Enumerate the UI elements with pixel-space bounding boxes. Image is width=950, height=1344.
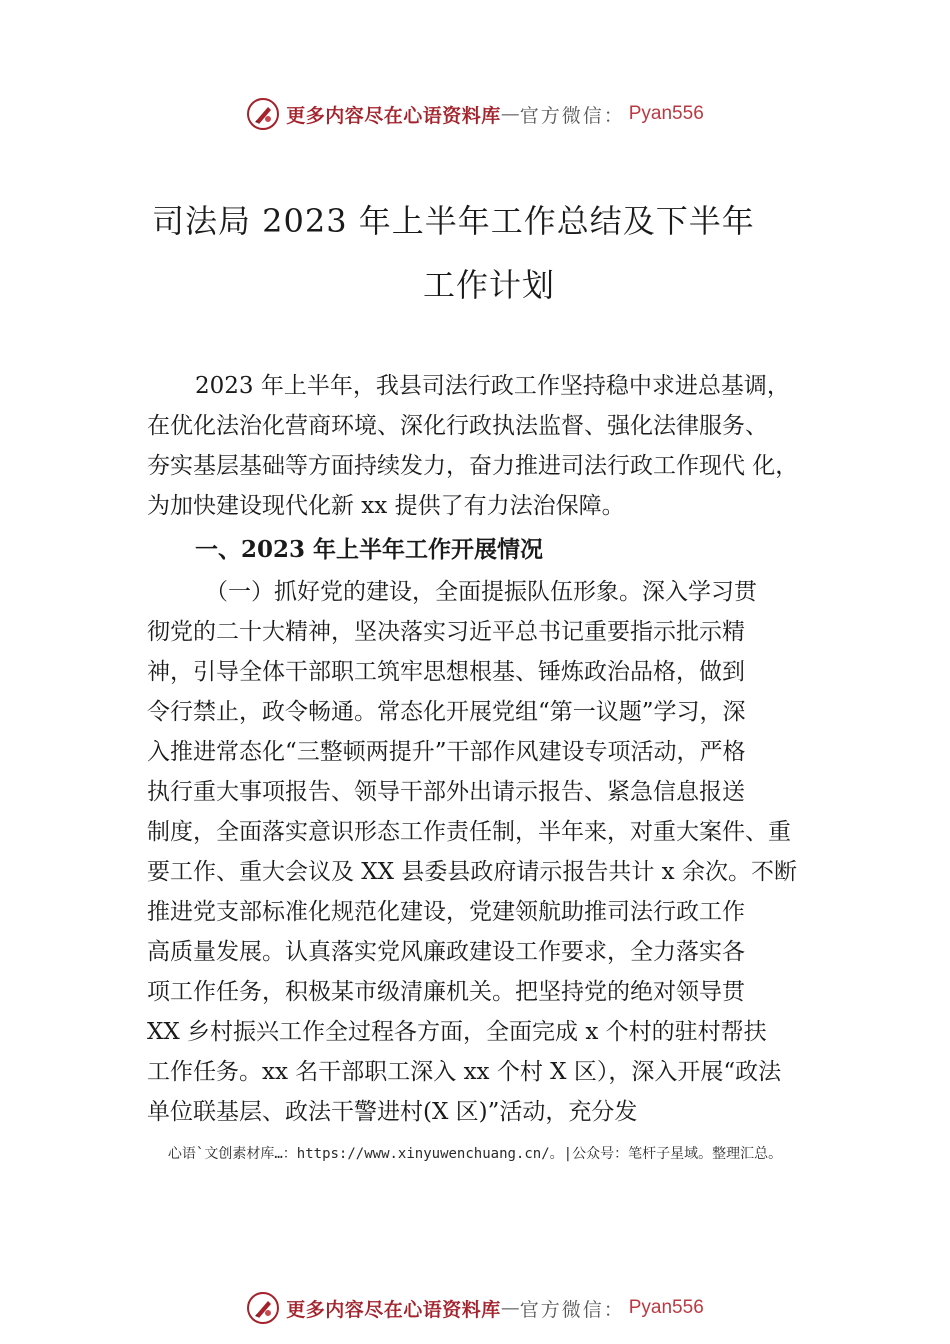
intro-line: 在优化法治化营商环境、深化行政执法监督、强化法律服务、 bbox=[147, 413, 768, 439]
body-line: 入推进常态化“三整顿两提升”干部作风建设专项活动，严格 bbox=[147, 739, 746, 765]
body-line: 制度，全面落实意识形态工作责任制，半年来，对重大案件、重 bbox=[147, 819, 791, 845]
section-body-paragraph bbox=[147, 572, 827, 1132]
pen-nib-logo-icon bbox=[246, 97, 280, 131]
bottom-banner bbox=[0, 1288, 950, 1328]
body-line: 单位联基层、政法干警进村(X 区)”活动，充分发 bbox=[147, 1099, 638, 1125]
banner-brand-text: 更多内容尽在心语资料库 bbox=[286, 1298, 501, 1321]
banner-separator: — bbox=[500, 1297, 520, 1319]
banner-wechat-id: Pyan556 bbox=[628, 103, 704, 124]
body-line: 项工作任务，积极某市级清廉机关。把坚持党的绝对领导贯 bbox=[147, 979, 745, 1005]
document-title-line-1: 司法局 2023 年上半年工作总结及下半年 bbox=[152, 202, 755, 240]
footer-source-note: 心语`文创素材库…：https://www.xinyuwenchuang.cn/。|公众号：笔杆子星域。整理汇总。 bbox=[167, 1146, 783, 1162]
pen-nib-logo-icon bbox=[246, 1291, 280, 1325]
intro-paragraph bbox=[147, 366, 827, 526]
body-line: 彻党的二十大精神，坚决落实习近平总书记重要指示批示精 bbox=[147, 619, 745, 645]
banner-wechat-label: 官方微信： bbox=[519, 104, 625, 127]
intro-line: 2023 年上半年，我县司法行政工作坚持稳中求进总基调， bbox=[195, 373, 790, 399]
intro-line: 为加快建设现代化新 xx 提供了有力法治保障。 bbox=[147, 493, 625, 519]
body-line: 要工作、重大会议及 XX 县委县政府请示报告共计 x 余次。不断 bbox=[147, 859, 797, 885]
document-title-line-2: 工作计划 bbox=[423, 266, 556, 304]
body-line: XX 乡村振兴工作全过程各方面，全面完成 x 个村的驻村帮扶 bbox=[147, 1019, 767, 1045]
banner-brand-text: 更多内容尽在心语资料库 bbox=[286, 104, 501, 127]
body-line: 高质量发展。认真落实党风廉政建设工作要求，全力落实各 bbox=[147, 939, 745, 965]
body-line: 工作任务。xx 名干部职工深入 xx 个村 X 区），深入开展“政法 bbox=[147, 1059, 782, 1085]
section-heading: 一、2023 年上半年工作开展情况 bbox=[195, 536, 544, 563]
body-line: 推进党支部标准化规范化建设，党建领航助推司法行政工作 bbox=[147, 899, 745, 925]
body-line: 神，引导全体干部职工筑牢思想根基、锤炼政治品格，做到 bbox=[147, 659, 745, 685]
banner-separator: — bbox=[500, 103, 520, 125]
top-banner bbox=[0, 94, 950, 134]
banner-wechat-label: 官方微信： bbox=[519, 1298, 625, 1321]
body-line: （一）抓好党的建设，全面提振队伍形象。深入学习贯 bbox=[205, 579, 757, 605]
intro-line: 夯实基层基础等方面持续发力，奋力推进司法行政工作现代 化， bbox=[147, 453, 799, 479]
body-line: 执行重大事项报告、领导干部外出请示报告、紧急信息报送 bbox=[147, 779, 745, 805]
body-line: 令行禁止，政令畅通。常态化开展党组“第一议题”学习，深 bbox=[147, 699, 746, 725]
banner-wechat-id: Pyan556 bbox=[628, 1297, 704, 1318]
